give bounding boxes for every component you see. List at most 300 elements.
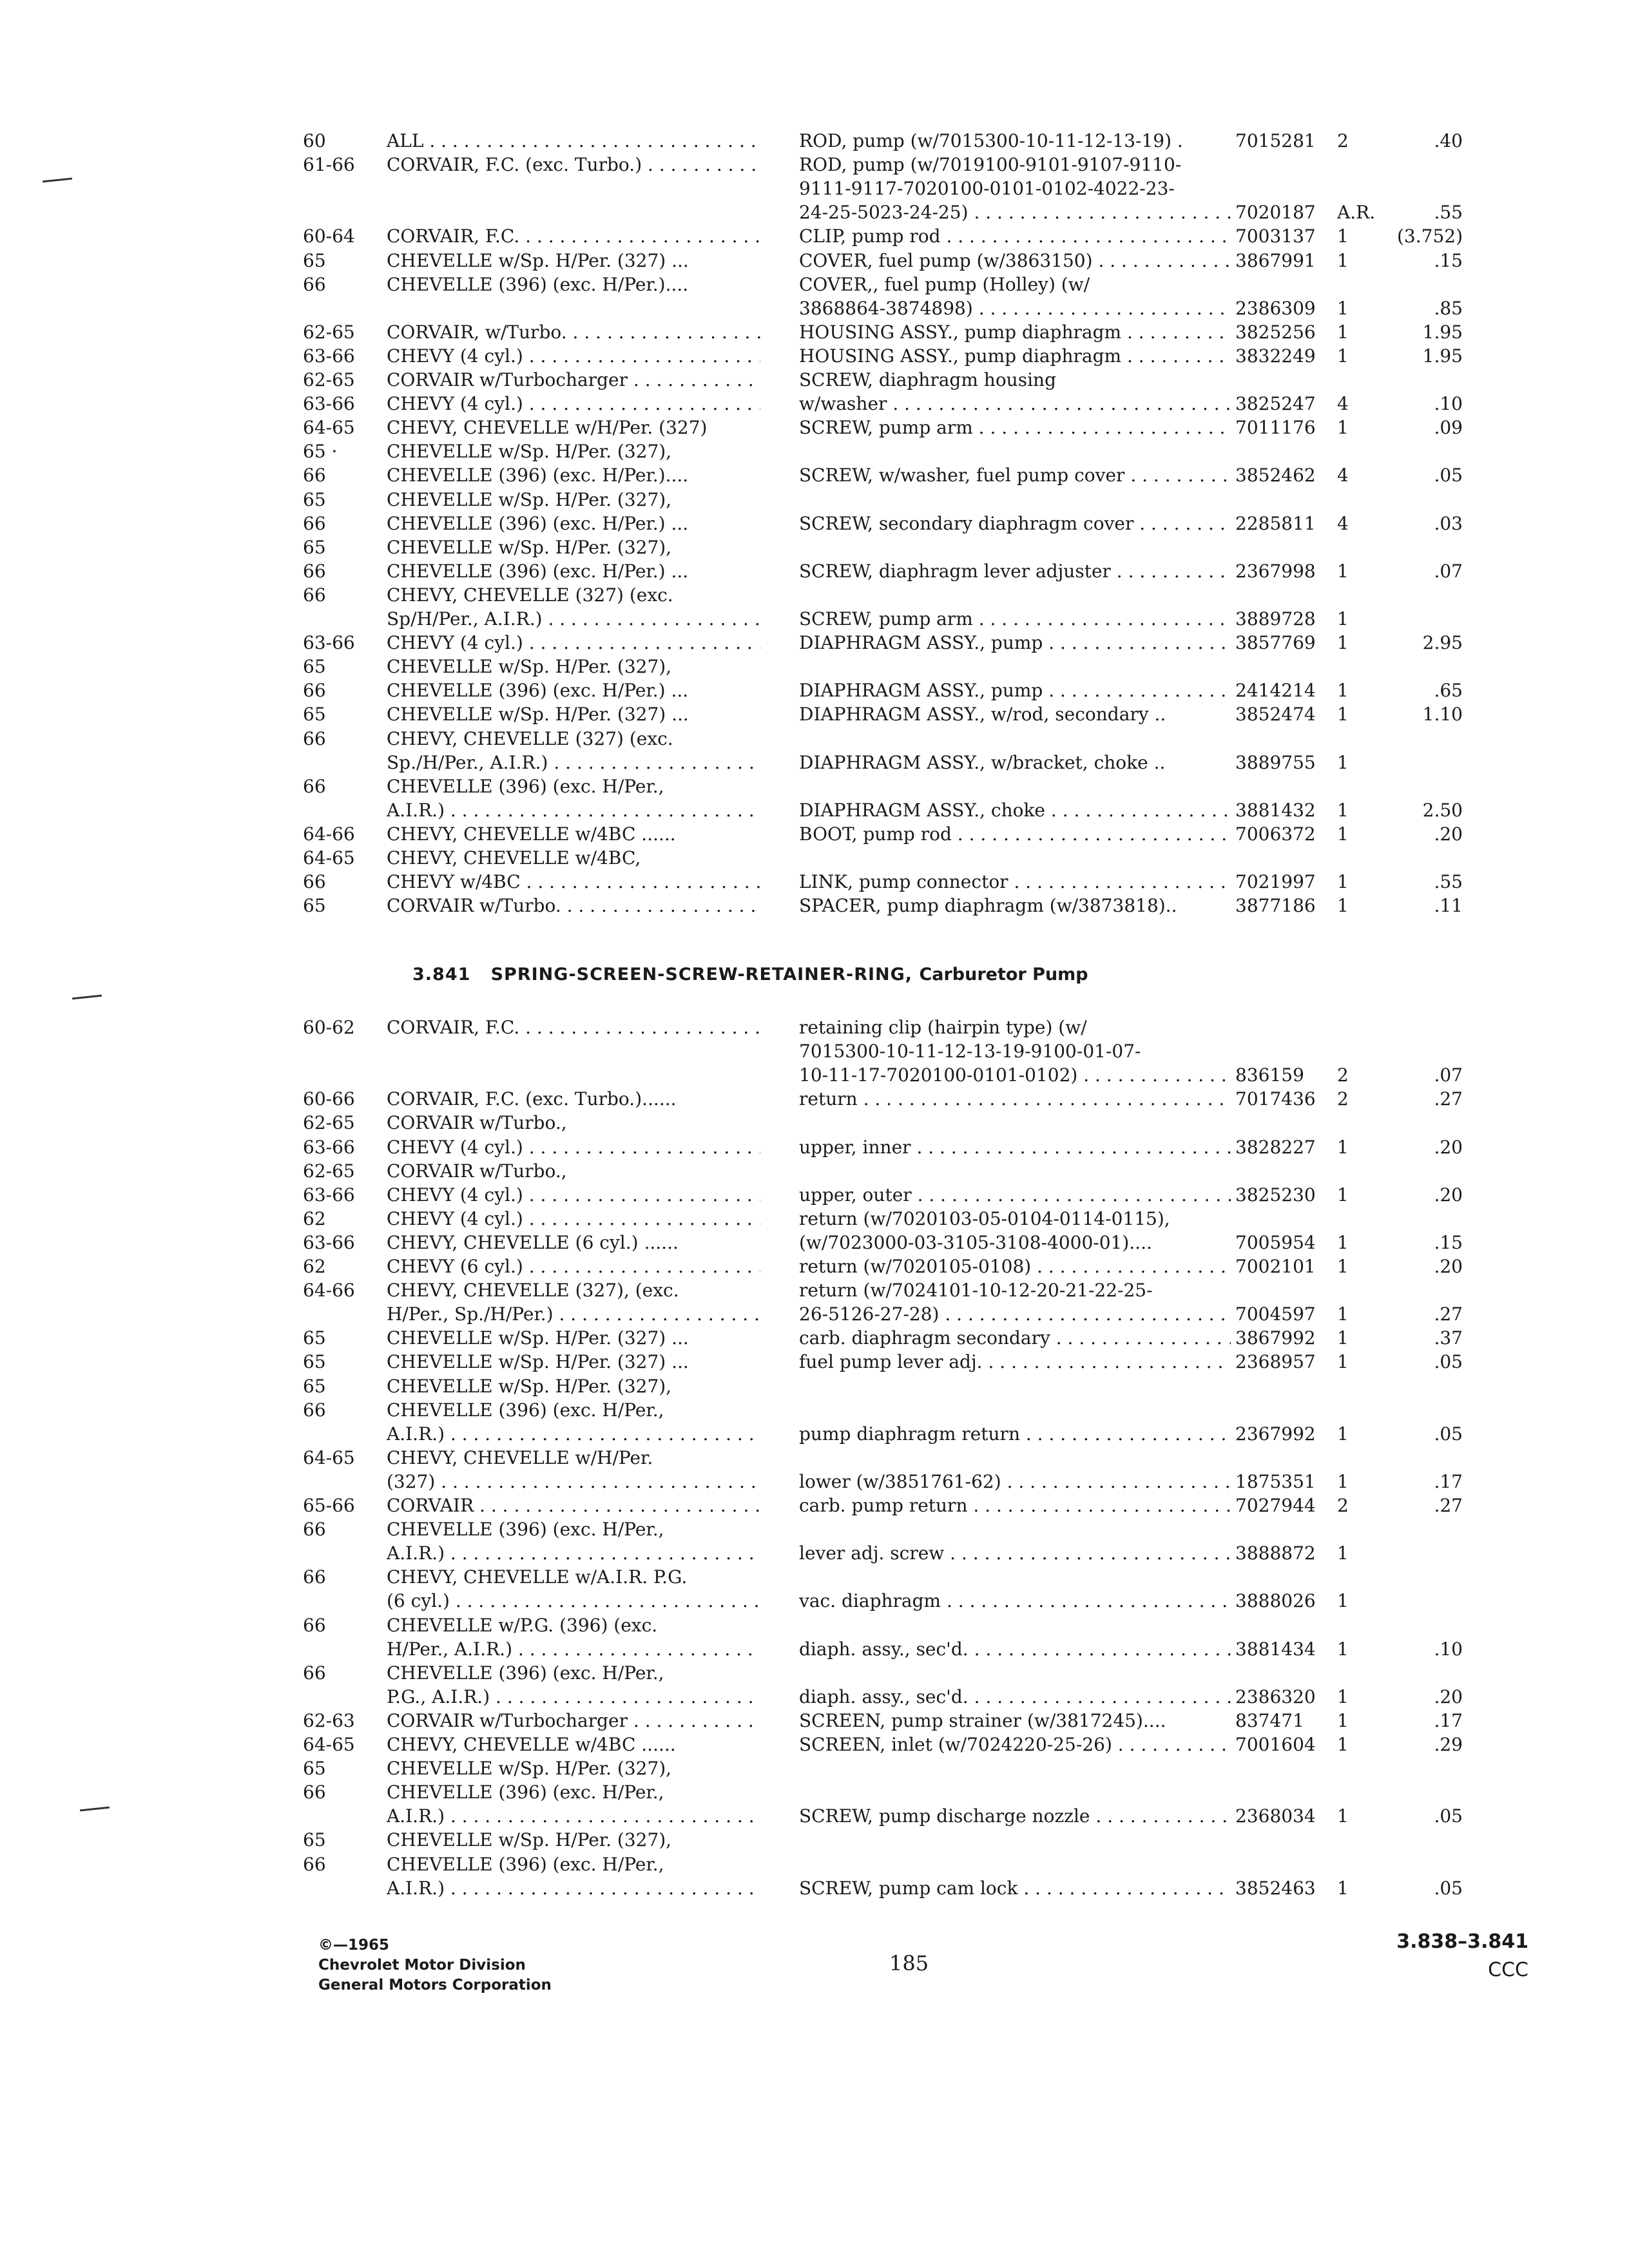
price [1385,1709,1463,1733]
part-description-text: SPACER, pump diaphragm (w/3873818).. [799,895,1177,917]
quantity-text: 1 [1337,1184,1349,1206]
part-description-text: DIAPHRAGM ASSY., w/bracket, choke .. [799,751,1166,773]
part-description-text: return (w/7024101-10-12-20-21-22-25- [799,1280,1153,1302]
dot-leader [387,1685,760,1709]
model-year [303,1015,380,1039]
price [1385,822,1463,846]
dot-leader [799,1685,1231,1709]
dot-leader [799,1183,1231,1207]
quantity [1337,607,1395,631]
model-year [303,655,380,678]
vehicle-model-text: (6 cyl.) [387,1590,450,1612]
dot-leader [799,344,1231,368]
dot-leader [799,463,1231,487]
price-text: .07 [1434,560,1463,582]
dot-leader [799,870,1231,894]
dot-leader [387,1254,760,1278]
price-text: .55 [1434,202,1463,224]
price-text: 1.95 [1422,321,1463,343]
vehicle-model [387,1565,1063,1589]
dot-leader [387,1302,760,1326]
vehicle-model-text: CHEVELLE (396) (exc. H/Per.).... [387,465,689,486]
dot-leader [387,1637,760,1661]
part-number [1235,1326,1345,1350]
price-text: .05 [1434,1423,1463,1445]
model-year [303,320,380,344]
dot-leader [799,392,1231,416]
part-number-text: 837471 [1235,1709,1304,1731]
price-text: .20 [1434,1686,1463,1707]
dot-leader [799,798,1231,822]
part-description-text: SCREEN, inlet (w/7024220-25-26) [799,1734,1112,1755]
vehicle-model-text: CHEVY (4 cyl.) [387,632,523,654]
quantity-text: 1 [1337,608,1349,629]
part-description-text: return (w/7020105-0108) [799,1256,1032,1277]
model-year-text: 63-66 [303,1231,355,1253]
model-year [303,1374,380,1398]
vehicle-model-text: CHEVELLE w/Sp. H/Per. (327), [387,441,672,463]
part-description-text: 24-25-5023-24-25) [799,202,969,224]
part-description-text: SCREW, pump discharge nozzle [799,1805,1090,1827]
vehicle-model-text: H/Per., Sp./H/Per.) [387,1303,554,1325]
price [1385,1231,1463,1254]
part-number-text: 3825230 [1235,1184,1316,1206]
part-description-text: CLIP, pump rod [799,226,941,247]
model-year-text: 66 [303,273,326,295]
model-year-text: 65 [303,1758,326,1780]
model-year [303,1852,380,1876]
quantity-text: 1 [1337,680,1349,702]
model-year-text: 66 [303,1519,326,1541]
price [1385,798,1463,822]
part-number [1235,1589,1345,1613]
part-description-text: SCREW, pump cam lock [799,1877,1018,1899]
quantity-text: 1 [1337,345,1349,367]
vehicle-model-text: CHEVY, CHEVELLE (327) (exc. [387,727,673,749]
part-number-text: 7027944 [1235,1495,1316,1516]
part-number-text: 3888026 [1235,1590,1316,1612]
model-year [303,846,380,870]
model-year [303,1517,380,1541]
price-text: .20 [1434,1136,1463,1158]
part-description-text: SCREW, pump arm [799,417,973,439]
part-number-text: 2285811 [1235,512,1316,534]
part-number-text: 2368957 [1235,1351,1316,1373]
model-year-text: 65 [303,536,326,558]
part-number [1235,822,1345,846]
model-year [303,774,380,798]
model-year-text: 63-66 [303,632,355,654]
dot-leader [387,153,760,177]
vehicle-model-text: CHEVY (4 cyl.) [387,393,523,415]
model-year-text: 62 [303,1207,326,1229]
quantity-text: 1 [1337,1423,1349,1445]
part-number-text: 7002101 [1235,1256,1316,1277]
model-year-text: 65 [303,895,326,917]
dot-leader [387,1207,760,1231]
quantity-text: 1 [1337,1805,1349,1827]
part-number-text: 7003137 [1235,226,1316,247]
part-number [1235,1470,1345,1494]
dot-leader [799,1302,1231,1326]
quantity-text: 1 [1337,1327,1349,1349]
part-description [799,273,1508,296]
dot-leader [799,1422,1231,1446]
dot-leader [387,1709,760,1733]
vehicle-model-text: CORVAIR [387,1495,474,1516]
part-description-text: ROD, pump (w/7019100-9101-9107-9110- [799,154,1182,176]
part-description-text: lower (w/3851761-62) [799,1470,1001,1492]
price-text: .05 [1434,1351,1463,1373]
part-number [1235,1183,1345,1207]
part-description [799,1589,1508,1613]
part-description-text: 3868864-3874898) [799,297,973,319]
part-number [1235,1231,1345,1254]
dot-leader [799,416,1231,439]
dot-leader [799,559,1231,583]
model-year-text: 64-66 [303,823,355,845]
part-number-text: 3852474 [1235,704,1316,726]
model-year-text: 63-66 [303,1136,355,1158]
margin-mark [80,1807,110,1812]
quantity-text: 4 [1337,512,1349,534]
quantity-text: 1 [1337,1590,1349,1612]
vehicle-model [387,1374,1063,1398]
price [1385,129,1463,153]
vehicle-model-text: CHEVY, CHEVELLE w/4BC ...... [387,1734,676,1755]
price-text: (3.752) [1396,226,1463,247]
price [1385,1685,1463,1709]
model-year-text: 62-65 [303,321,355,343]
part-number [1235,1422,1345,1446]
part-number-text: 2368034 [1235,1805,1316,1827]
vehicle-model [387,535,1063,559]
model-year-text: 66 [303,512,326,534]
part-description [799,368,1508,392]
model-year-text: 65 · [303,441,338,463]
dot-leader [799,1326,1231,1350]
dot-leader [799,320,1231,344]
vehicle-model-text: ALL [387,130,424,151]
vehicle-model-text: CORVAIR w/Turbocharger [387,369,628,390]
price-text: .05 [1434,1877,1463,1899]
part-description [799,1015,1508,1039]
price [1385,320,1463,344]
part-number [1235,798,1345,822]
section-heading [412,965,1088,985]
part-number-text: 2367998 [1235,560,1316,582]
price [1385,678,1463,702]
vehicle-model [387,846,1063,870]
part-number-text: 3889755 [1235,751,1316,773]
part-number [1235,1541,1345,1565]
dot-leader [799,607,1231,631]
dot-leader [387,631,760,655]
model-year-text: 65 [303,249,326,271]
vehicle-model-text: CHEVELLE (396) (exc. H/Per.).... [387,273,689,295]
model-year-text: 62-65 [303,1160,355,1182]
part-description-text: 7015300-10-11-12-13-19-9100-01-07- [799,1041,1141,1062]
part-number [1235,1350,1345,1374]
dot-leader [799,1470,1231,1494]
part-description-text: SCREW, secondary diaphragm cover [799,512,1134,534]
quantity-text: 1 [1337,823,1349,845]
vehicle-model-text: CHEVY, CHEVELLE w/H/Per. [387,1446,653,1468]
part-number-text: 2414214 [1235,680,1316,702]
part-number-text: 7006372 [1235,823,1316,845]
model-year-text: 62 [303,1256,326,1277]
model-year [303,535,380,559]
vehicle-model-text: CHEVELLE w/Sp. H/Per. (327) ... [387,704,689,726]
quantity-text: 1 [1337,1351,1349,1373]
vehicle-model-text: CHEVELLE (396) (exc. H/Per., [387,1399,664,1421]
model-year [303,368,380,392]
part-description-text: SCREW, w/washer, fuel pump cover [799,465,1125,486]
part-number-text: 3852463 [1235,1877,1316,1899]
part-number [1235,631,1345,655]
vehicle-model [387,1780,1063,1804]
dot-leader [387,1494,760,1517]
part-description-text: ROD, pump (w/7015300-10-11-12-13-19) . [799,130,1183,151]
price [1385,200,1463,224]
model-year [303,392,380,416]
dot-leader [799,296,1231,320]
page-number: 185 [889,1951,929,1975]
model-year-text: 66 [303,1399,326,1421]
price-text: .10 [1434,393,1463,415]
vehicle-model-text: CORVAIR, F.C. [387,1017,520,1038]
price-text: .85 [1434,297,1463,319]
vehicle-model-text: CHEVY w/4BC [387,871,521,893]
vehicle-model [387,1446,1063,1470]
vehicle-model-text: CHEVELLE w/Sp. H/Per. (327), [387,656,672,678]
model-year-text: 63-66 [303,1184,355,1206]
vehicle-model [387,727,1063,751]
model-year [303,1446,380,1470]
price [1385,631,1463,655]
price-text: .37 [1434,1327,1463,1349]
dot-leader [799,1494,1231,1517]
vehicle-model [387,655,1063,678]
part-number [1235,1637,1345,1661]
quantity-text: 2 [1337,1064,1349,1086]
part-number [1235,1804,1345,1828]
vehicle-model-text: CHEVELLE w/Sp. H/Per. (327), [387,1375,672,1397]
model-year-text: 60 [303,130,326,151]
vehicle-model-text: CORVAIR, F.C. [387,226,520,247]
model-year [303,870,380,894]
price-text: 1.10 [1422,704,1463,726]
model-year [303,463,380,487]
model-year [303,1087,380,1111]
section-subtitle: Carburetor Pump [919,965,1088,985]
vehicle-model [387,1661,1063,1685]
part-description-text: carb. diaphragm secondary [799,1327,1050,1349]
price-text: .15 [1434,1231,1463,1253]
quantity-text: 1 [1337,1470,1349,1492]
part-number-text: 3852462 [1235,465,1316,486]
part-number [1235,678,1345,702]
part-number-text: 7011176 [1235,417,1316,439]
margin-mark [43,178,72,183]
price [1385,344,1463,368]
part-number-text: 3828227 [1235,1136,1316,1158]
dot-leader [799,512,1231,535]
vehicle-model-text: CORVAIR w/Turbo., [387,1160,567,1182]
model-year [303,1733,380,1756]
price-text: 2.95 [1422,632,1463,654]
model-year [303,224,380,248]
part-number [1235,1254,1345,1278]
vehicle-model-text: CHEVELLE (396) (exc. H/Per.) ... [387,680,689,702]
part-number [1235,1685,1345,1709]
price-text: .09 [1434,417,1463,439]
quantity-text: 1 [1337,1303,1349,1325]
part-number-text: 1875351 [1235,1470,1316,1492]
part-number-text: 7017436 [1235,1088,1316,1110]
model-year [303,1661,380,1685]
dot-leader [799,1733,1231,1756]
part-number [1235,129,1345,153]
price [1385,559,1463,583]
part-description-text: HOUSING ASSY., pump diaphragm [799,345,1122,367]
vehicle-model [387,1828,1063,1852]
price-text: .03 [1434,512,1463,534]
dot-leader [799,1135,1231,1159]
vehicle-model-text: (327) [387,1470,436,1492]
model-year [303,129,380,153]
model-year [303,1135,380,1159]
model-year [303,512,380,535]
dot-leader [387,798,760,822]
part-description-text: DIAPHRAGM ASSY., pump [799,632,1043,654]
quantity-text: 1 [1337,799,1349,821]
model-year [303,1326,380,1350]
model-year [303,1183,380,1207]
part-description [799,1278,1508,1302]
vehicle-model-text: CHEVELLE (396) (exc. H/Per., [387,1662,664,1684]
quantity-text: A.R. [1337,202,1376,224]
quantity-text: 1 [1337,297,1349,319]
vehicle-model [387,1517,1063,1541]
part-number-text: 3832249 [1235,345,1316,367]
quantity [1337,751,1395,774]
part-number [1235,894,1345,918]
vehicle-model-text: P.G., A.I.R.) [387,1686,490,1707]
publisher-block [318,1936,552,1995]
model-year-text: 66 [303,775,326,797]
model-year [303,822,380,846]
part-number [1235,1733,1345,1756]
price-text: .10 [1434,1638,1463,1660]
vehicle-model-text: A.I.R.) [387,1423,445,1445]
part-number [1235,1063,1345,1087]
part-number [1235,200,1345,224]
price [1385,1063,1463,1087]
price [1385,1254,1463,1278]
part-number [1235,751,1345,774]
dot-leader [799,200,1231,224]
part-number-text: 2367992 [1235,1423,1316,1445]
dot-leader [387,894,760,918]
part-description-text: 9111-9117-7020100-0101-0102-4022-23- [799,178,1175,200]
dot-leader [799,1589,1231,1613]
margin-mark [72,995,102,1000]
model-year-text: 65 [303,1351,326,1373]
model-year-text: 66 [303,465,326,486]
dot-leader [387,1470,760,1494]
model-year [303,439,380,463]
part-number-text: 7005954 [1235,1231,1316,1253]
model-year-text: 60-62 [303,1017,355,1038]
vehicle-model-text: A.I.R.) [387,799,445,821]
part-number-text: 3889728 [1235,608,1316,629]
part-number-text: 3825256 [1235,321,1316,343]
part-description-text: SCREW, diaphragm housing [799,369,1056,390]
part-description-text: COVER, fuel pump (w/3863150) [799,249,1093,271]
model-year-text: 64-66 [303,1280,355,1302]
dot-leader [387,320,760,344]
model-year [303,894,380,918]
price [1385,1422,1463,1446]
quantity-text: 1 [1337,1136,1349,1158]
part-description-text: DIAPHRAGM ASSY., w/rod, secondary .. [799,704,1166,726]
dot-leader [387,224,760,248]
vehicle-model [387,1756,1063,1780]
quantity-text: 1 [1337,1542,1349,1564]
vehicle-model-text: CHEVY (6 cyl.) [387,1256,523,1277]
price [1385,870,1463,894]
dot-leader [387,1876,760,1900]
dot-leader [799,1254,1231,1278]
vehicle-model-text: CORVAIR w/Turbo., [387,1112,567,1134]
model-year [303,1231,380,1254]
model-year-text: 66 [303,871,326,893]
dot-leader [387,1135,760,1159]
part-description [799,153,1508,177]
dot-leader [799,1804,1231,1828]
dot-leader [387,344,760,368]
corporation-name: General Motors Corporation [318,1977,552,1994]
model-year [303,1709,380,1733]
vehicle-model-text: CHEVELLE (396) (exc. H/Per., [387,775,664,797]
vehicle-model-text: CORVAIR, F.C. (exc. Turbo.)...... [387,1088,677,1110]
vehicle-model-text: CHEVELLE w/Sp. H/Per. (327), [387,1758,672,1780]
part-number-text: 3825247 [1235,393,1316,415]
price-text: 1.95 [1422,345,1463,367]
model-year [303,1780,380,1804]
quantity-text: 1 [1337,560,1349,582]
vehicle-model-text: CHEVY (4 cyl.) [387,345,523,367]
model-year [303,1350,380,1374]
price-text: .27 [1434,1495,1463,1516]
vehicle-model-text: CHEVELLE w/Sp. H/Per. (327) ... [387,1351,689,1373]
model-year [303,678,380,702]
vehicle-model-text: CHEVELLE (396) (exc. H/Per.) ... [387,512,689,534]
model-year [303,1828,380,1852]
quantity [1337,1541,1395,1565]
part-number [1235,870,1345,894]
model-year-text: 65 [303,1829,326,1851]
price-text: .20 [1434,1256,1463,1277]
part-number-text: 3857769 [1235,632,1316,654]
part-number-text: 7004597 [1235,1303,1316,1325]
model-year [303,249,380,273]
quantity-text: 1 [1337,1256,1349,1277]
price [1385,1350,1463,1374]
part-description-text: DIAPHRAGM ASSY., pump [799,680,1043,702]
price [1385,1087,1463,1111]
